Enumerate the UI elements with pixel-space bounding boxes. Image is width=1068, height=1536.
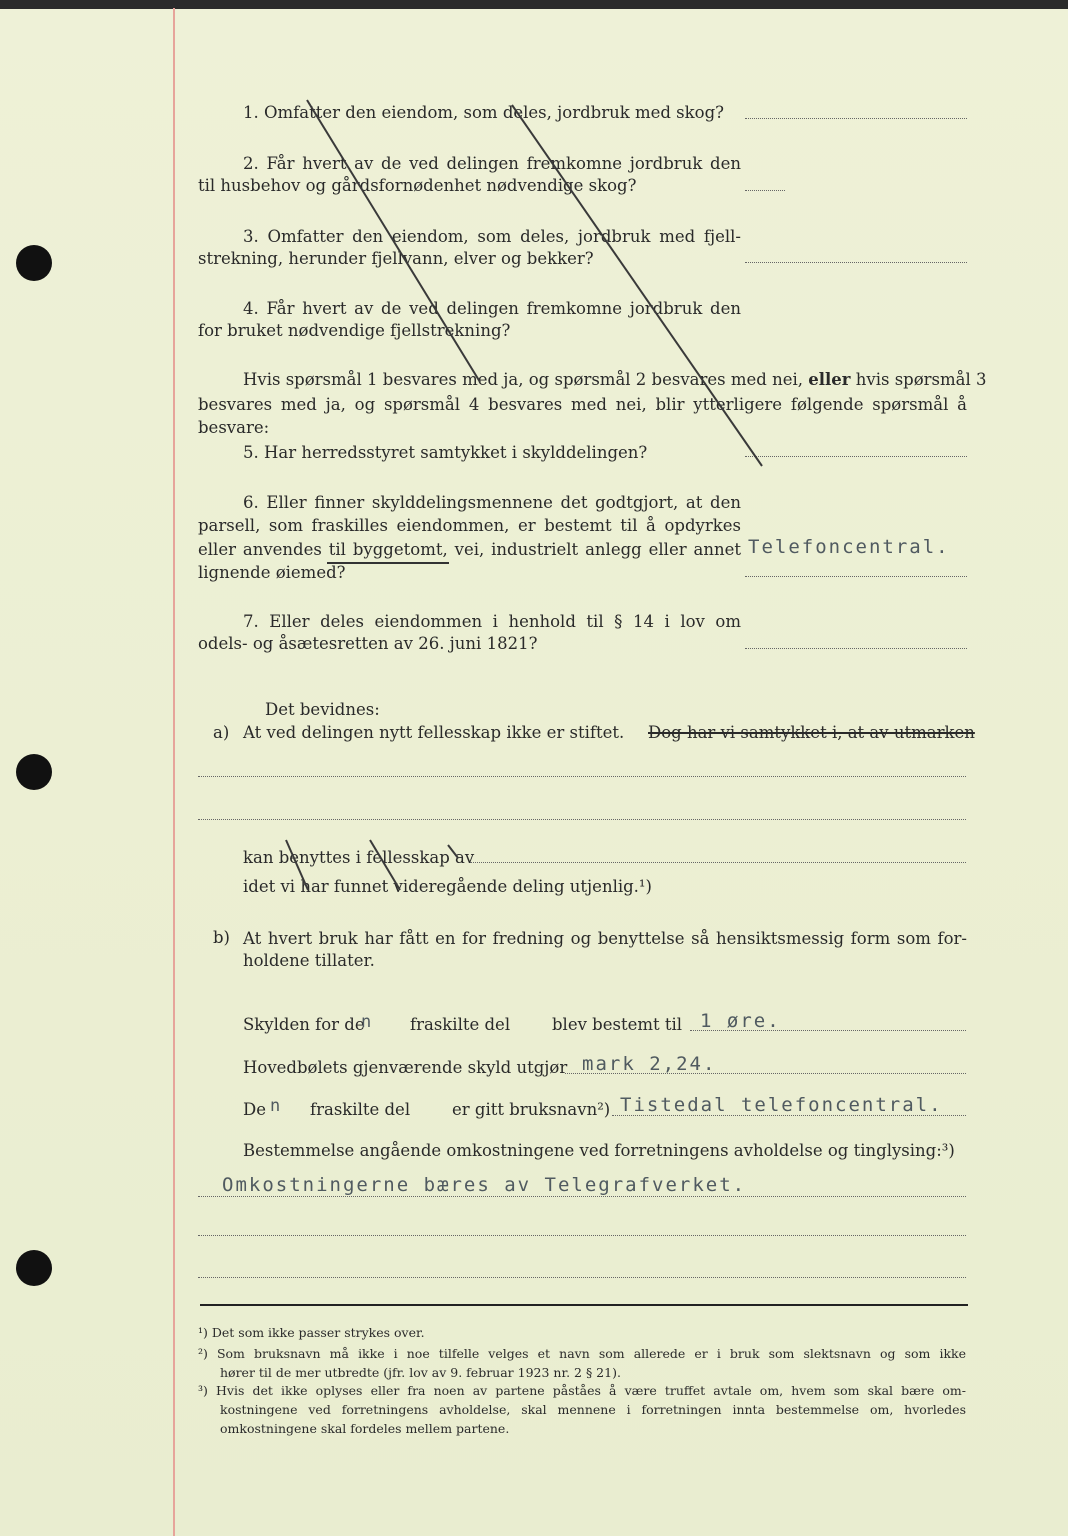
omkostning-value: Omkostningerne bæres av Telegrafverket.	[222, 1174, 747, 1196]
item-b-line-1: At hvert bruk har fått en for fredning og benyttelse så hensiktsmessig form som for-	[243, 929, 967, 948]
footnote-3-line-2: kostningene ved forretningens avholdelse, skal mennene i forretningen innta bestemmelse om, hvorledes	[220, 1402, 966, 1417]
certification-heading: Det bevidnes:	[265, 700, 380, 719]
question-1: 1. Omfatter den eiendom, som deles, jordbruk med skog?	[243, 103, 724, 122]
footnote-2-line-2: hører til de mer utbredte (jfr. lov av 9. februar 1923 nr. 2 § 21).	[220, 1365, 621, 1380]
skyld-value: 1 øre.	[700, 1010, 781, 1032]
conditional-line-1: Hvis spørsmål 1 besvares med ja, og spørsmål 2 besvares med nei, eller hvis spørsmål 3	[243, 370, 987, 389]
item-a-line-2: kan benyttes i fellesskap av	[243, 848, 475, 867]
question-6-line-1: 6. Eller finner skylddelingsmennene det godtgjort, at den	[243, 493, 741, 512]
pen-stroke	[307, 100, 480, 382]
item-b-label: b)	[213, 928, 230, 947]
pen-stroke	[286, 840, 308, 890]
footnote-3-line-1: ³) Hvis det ikke oplyses eller fra noen av partene påståes å være truffet avtale om, hvem som skal bære om-	[198, 1383, 966, 1398]
footnote-2-line-1: ²) Som bruksnavn må ikke i noe tilfelle velges et navn som allerede er i bruk som slektsnavn og som ikke	[198, 1346, 966, 1361]
pen-stroke	[370, 840, 400, 890]
question-4-line-1: 4. Får hvert av de ved delingen fremkomne jordbruk den	[243, 299, 741, 318]
item-a-text: At ved delingen nytt fellesskap ikke er stiftet.	[243, 723, 625, 742]
footnote-3-line-3: omkostningene skal fordeles mellem partene.	[220, 1421, 510, 1436]
question-2-line-2: til husbehov og gårdsfornødenhet nødvendige skog?	[198, 176, 637, 195]
bruksnavn-prefix: De	[243, 1100, 266, 1119]
bruksnavn-middle: fraskilte del	[310, 1100, 411, 1119]
skyld-middle: fraskilte del	[410, 1015, 511, 1034]
skyld-suffix: blev bestemt til	[552, 1015, 683, 1034]
hovedbol-value: mark 2,24.	[582, 1053, 717, 1075]
question-7-line-1: 7. Eller deles eiendommen i henhold til § 14 i lov om	[243, 612, 741, 631]
bruksnavn-value: Tistedal telefoncentral.	[620, 1094, 943, 1116]
question-6-line-3: eller anvendes til byggetomt, vei, industrielt anlegg eller annet	[198, 540, 741, 559]
pen-stroke	[512, 105, 762, 466]
bruksnavn-handwritten-n: n	[270, 1096, 283, 1116]
question-3-line-2: strekning, herunder fjellvann, elver og bekker?	[198, 249, 594, 268]
item-a-label: a)	[213, 723, 230, 742]
omkostning-label: Bestemmelse angående omkostningene ved forretningens avholdelse og tinglysing:³)	[243, 1141, 955, 1160]
skyld-handwritten-n: n	[361, 1012, 374, 1032]
item-b-line-2: holdene tillater.	[243, 951, 375, 970]
conditional-line-2: besvares med ja, og spørsmål 4 besvares med nei, blir ytterligere følgende spørsmål å besvare:	[198, 395, 967, 437]
skyld-label: Skylden for de	[243, 1015, 365, 1034]
question-4-line-2: for bruket nødvendige fjellstrekning?	[198, 321, 511, 340]
question-6-line-2: parsell, som fraskilles eiendommen, er bestemt til å opdyrkes	[198, 516, 741, 535]
bruksnavn-label: er gitt bruksnavn²)	[452, 1100, 611, 1119]
question-5: 5. Har herredsstyret samtykket i skylddelingen?	[243, 443, 648, 462]
question-7-line-2: odels- og åsætesretten av 26. juni 1821?	[198, 634, 538, 653]
question-6-answer: Telefoncentral.	[748, 536, 950, 558]
item-a-line-3: idet vi har funnet videregående deling utjenlig.¹)	[243, 877, 652, 896]
item-a-struck-text: Dog har vi samtykket i, at av utmarken	[648, 723, 975, 742]
question-6-line-4: lignende øiemed?	[198, 563, 346, 582]
hovedbol-label: Hovedbølets gjenværende skyld utgjør	[243, 1058, 568, 1077]
footnote-1: ¹) Det som ikke passer strykes over.	[198, 1325, 425, 1340]
pen-stroke	[448, 845, 458, 858]
question-2-line-1: 2. Får hvert av de ved delingen fremkomne jordbruk den	[243, 154, 741, 173]
question-3-line-1: 3. Omfatter den eiendom, som deles, jordbruk med fjell-	[243, 227, 741, 246]
